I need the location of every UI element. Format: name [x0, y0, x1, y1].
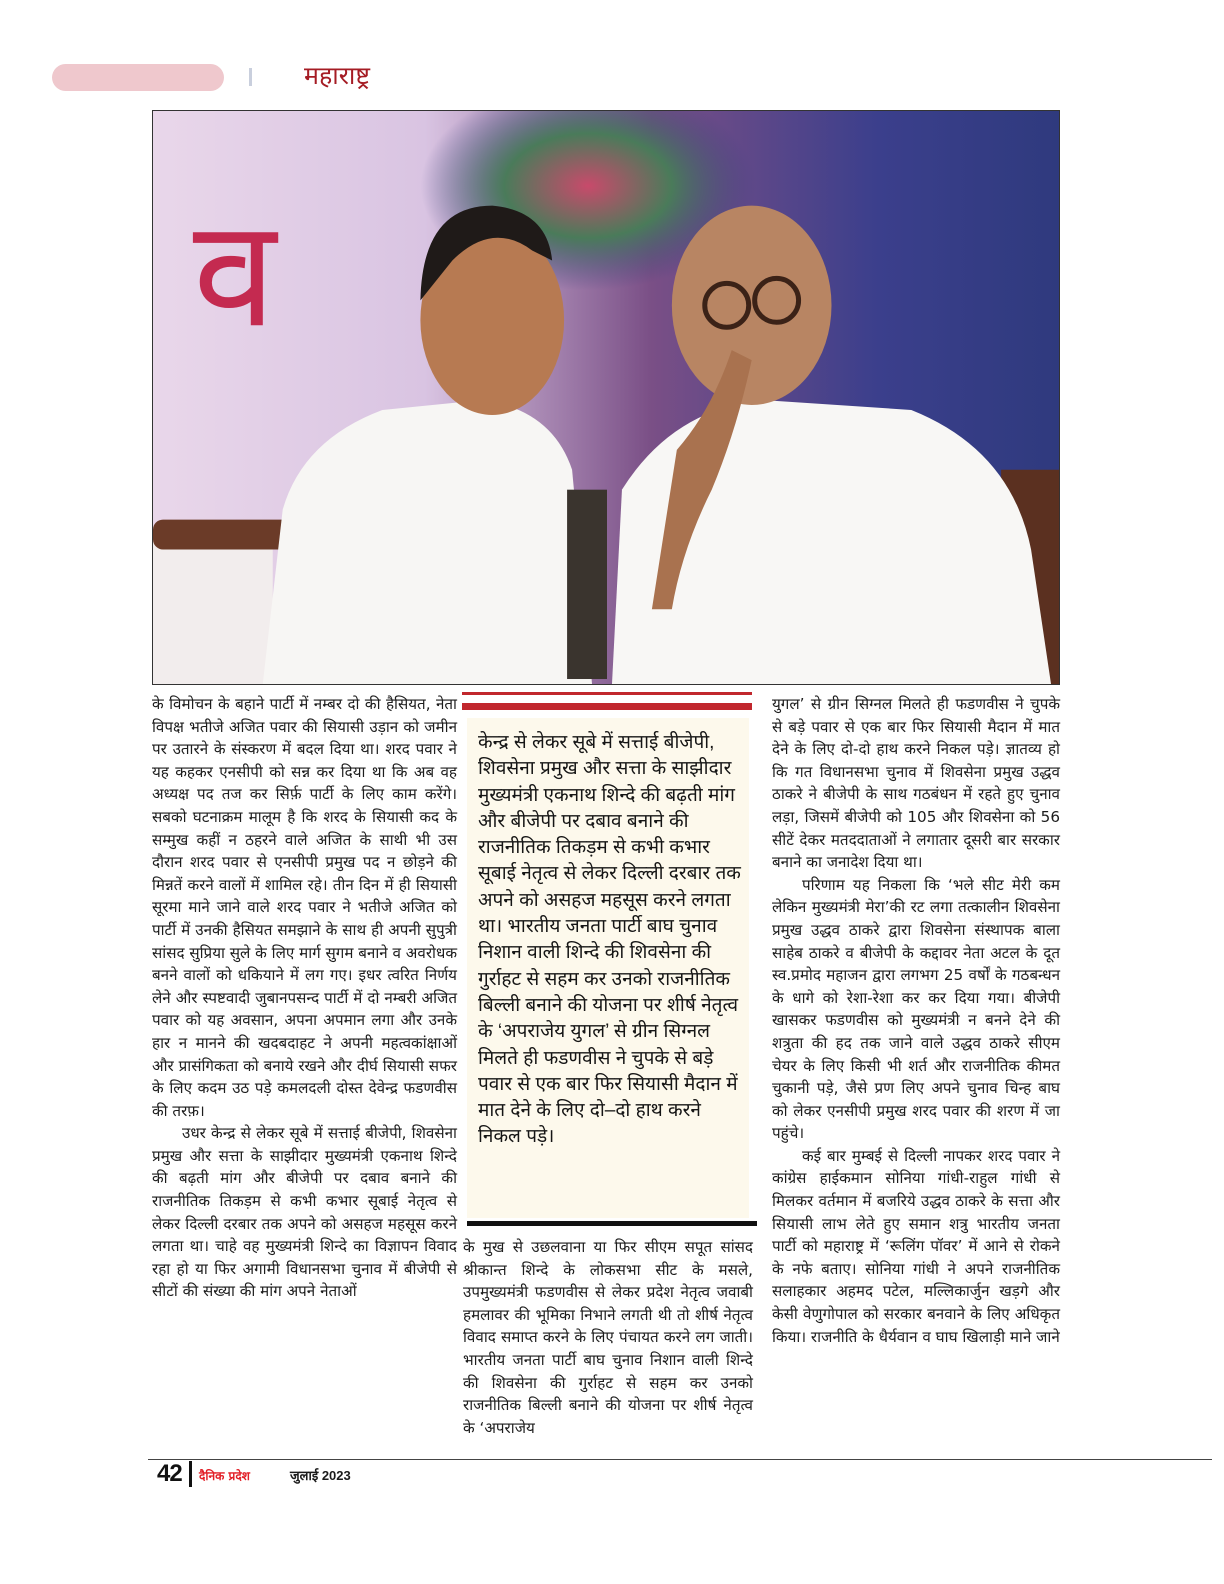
issue-date: जुलाई 2023: [290, 1468, 351, 1483]
pullquote-text: केन्द्र से लेकर सूबे में सत्ताई बीजेपी, शिवसेना प्रमुख और सत्ता के साझीदार मुख्यमंत्री एकनाथ शिन्दे की बढ़ती मांग और बीजेपी पर दबाव बनाने की राजनीतिक तिकड़म से कभी कभार सूबाई नेतृत्व से लेकर दिल्ली दरबार तक अपने को असहज महसूस करने लगता था। भारतीय जनता पार्टी बाघ चुनाव निशान वाली शिन्दे की शिवसेना की गुर्राहट से सहम कर उनको राजनीतिक बिल्ली बनाने की योजना पर शीर्ष नेतृत्व के ‘अपराजेय युगल’ से ग्रीन सिग्नल मिलते ही फडणवीस ने चुपके से बड़े पवार से एक बार फिर सियासी मैदान में मात देने के लिए दो–दो हाथ करने निकल पड़े।: [478, 732, 741, 1148]
paragraph: के विमोचन के बहाने पार्टी में नम्बर दो की हैसियत, नेता विपक्ष भतीजे अजित पवार की सियासी उड़ान को जमीन पर उतारने के संस्करण में बदल दिया था। शरद पवार ने यह कहकर एनसीपी को सन्न कर दिया था कि अब वह अध्यक्ष पद तज कर सिर्फ़ पार्टी के लिए काम करेंगे। सबको घटनाक्रम मालूम है कि शरद के सियासी कद के सम्मुख कहीं न ठहरने वाले अजित के साथी भी उस दौरान शरद पवार से एनसीपी प्रमुख पद न छोड़ने की मिन्नतें करने वालों में शामिल रहे। तीन दिन में ही सियासी सूरमा माने जाने वाले शरद पवार ने भतीजे अजित को पार्टी में उनकी हैसियत समझाने के साथ ही अपनी सुपुत्री सांसद सुप्रिया सुले के लिए मार्ग सुगम बनाने व अवरोधक बनने वालों को धकियाने में लग गए। इधर त्वरित निर्णय लेने और स्पष्टवादी जुबानपसन्द पार्टी में दो नम्बरी अजित पवार को यह अवसान, अपना अपमान लगा और उनके हार न मानने की खदबदाहट ने अपनी महत्वकांक्षाओं और प्रासंगिकता को बनाये रखने और दीर्घ सियासी सफर के लिए कदम उठ पड़े कमलदली दोस्त देवेन्द्र फडणवीस की तरफ़।: [152, 695, 457, 1120]
armrest-center: [567, 490, 607, 679]
footer-rule: [148, 1459, 1212, 1460]
pullquote-rule-thick: [462, 703, 752, 710]
pullquote-rule-bottom: [467, 1221, 757, 1226]
paragraph: के मुख से उछलवाना या फिर सीएम सपूत सांसद श्रीकान्त शिन्दे के लोकसभा सीट के मसले, उपमुख्यमंत्री फडणवीस से लेकर प्रदेश नेतृत्व जवाबी हमलावर की भूमिका निभाने लगती थी तो शीर्ष नेतृत्व विवाद समाप्त करने के लिए पंचायत करने लग जाती। भारतीय जनता पार्टी बाघ चुनाव निशान वाली शिन्दे की शिवसेना की गुर्राहट से सहम कर उनको राजनीतिक बिल्ली बनाने की योजना पर शीर्ष नेतृत्व के ‘अपराजेय: [463, 1238, 753, 1437]
paragraph: उधर केन्द्र से लेकर सूबे में सत्ताई बीजेपी, शिवसेना प्रमुख और सत्ता के साझीदार मुख्यमंत्री एकनाथ शिन्दे की बढ़ती मांग और बीजेपी पर दबाव बनाने की राजनीतिक तिकड़म से कभी कभार सूबाई नेतृत्व से लेकर दिल्ली दरबार तक अपने को असहज महसूस करने लगता था। चाहे वह मुख्यमंत्री शिन्दे का विज्ञापन विवाद रहा हो या फिर अगामी विधानसभा चुनाव में बीजेपी से सीटों की संख्या की मांग अपने नेताओं: [152, 1124, 457, 1301]
footer-divider: [189, 1461, 192, 1487]
section-pill: [52, 64, 224, 91]
paragraph: युगल’ से ग्रीन सिग्नल मिलते ही फडणवीस ने चुपके से बड़े पवार से एक बार फिर सियासी मैदान में मात देने के लिए दो-दो हाथ करने निकल पड़े। ज्ञातव्य हो कि गत विधानसभा चुनाव में शिवसेना प्रमुख उद्धव ठाकरे ने बीजेपी के साथ गठबंधन में रहते हुए चुनाव लड़ा, जिसमें बीजेपी को 105 और शिवसेना को 56 सीटें देकर मतददाताओं ने लगातार दूसरी बार सरकार बनाने का जनादेश दिया था।: [772, 695, 1060, 872]
section-title: महाराष्ट्र: [304, 61, 371, 90]
photo-illustration: [153, 111, 1059, 684]
paragraph: परिणाम यह निकला कि ‘भले सीट मेरी कम लेकिन मुख्यमंत्री मेरा’की रट लगा तत्कालीन शिवसेना प्रमुख उद्धव ठाकरे द्वारा शिवसेना संस्थापक बाला साहेब ठाकरे व बीजेपी के कद्दावर नेता अटल के दूत स्व.प्रमोद महाजन द्वारा लगभग 25 वर्षों के गठबन्धन के धागे को रेशा-रेशा कर कर दिया गया। बीजेपी खासकर फडणवीस को मुख्यमंत्री न बनने देने की शत्रुता की हद तक जाने वाले उद्धव ठाकरे सीएम चेयर के लिए किसी भी शर्त और राजनीतिक कीमत चुकानी पड़े, जैसे प्रण लिए अपने चुनाव चिन्ह बाघ को लेकर एनसीपी प्रमुख शरद पवार की शरण में जा पहुंचे।: [772, 875, 1060, 1143]
lead-photo: [152, 110, 1060, 685]
page-number: 42: [157, 1460, 182, 1487]
brand-logo: दैनिक प्रदेश: [199, 1469, 250, 1483]
chair-left: [153, 540, 273, 684]
article-column-1: [152, 693, 457, 1303]
article-column-2: [463, 1236, 753, 1439]
backdrop-letter: व: [192, 187, 277, 362]
pullquote-rule-thin: [462, 692, 752, 695]
article-column-3: [772, 693, 1060, 1348]
section-divider: [249, 68, 252, 86]
paragraph: कई बार मुम्बई से दिल्ली नापकर शरद पवार ने कांग्रेस हाईकमान सोनिया गांधी-राहुल गांधी से मिलकर वर्तमान में बजरिये उद्धव ठाकरे के सत्ता और सियासी लाभ लेते हुए समान शत्रु भारतीय जनता पार्टी को महाराष्ट्र में ‘रूलिंग पॉवर’ में आने से रोकने के नफे बताए। सोनिया गांधी ने अपने राजनीतिक सलाहकार अहमद पटेल, मल्लिकार्जुन खड़गे और केसी वेणुगोपाल को सरकार बनवाने के लिए अधिकृत किया। राजनीति के धैर्यवान व घाघ खिलाड़ी माने जाने: [772, 1146, 1060, 1346]
person-right-face: [672, 206, 832, 405]
